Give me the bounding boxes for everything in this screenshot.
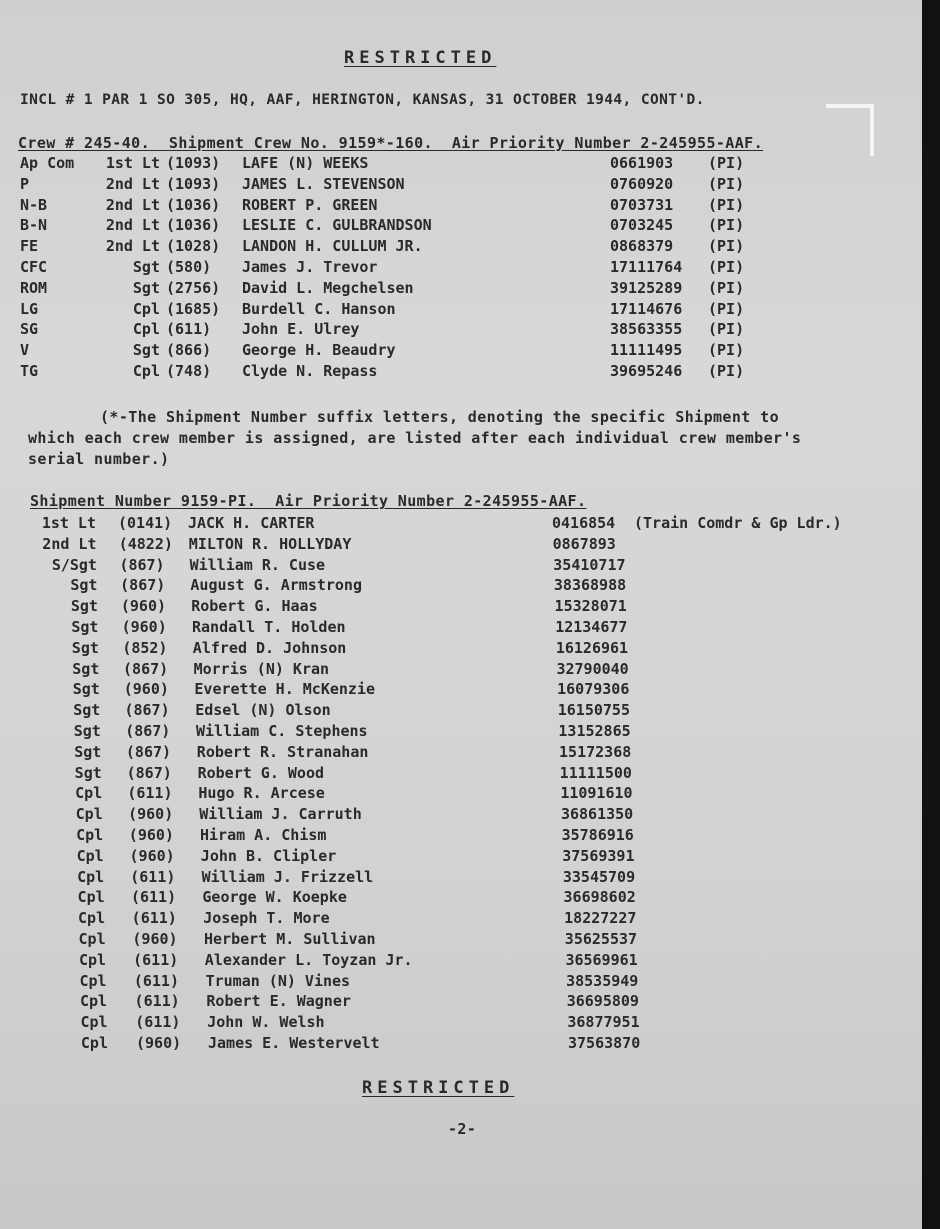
crew-row [0,320,900,340]
shipment-mos: (611) [130,888,177,907]
shipment-rank: Cpl [79,971,107,990]
shipment-serial: 15328071 [554,597,627,616]
crew-row [0,237,900,257]
crew-serial: 11111495 [610,341,683,360]
shipment-mos: (867) [120,576,166,595]
crew-row [0,196,900,216]
crew-suffix: (PI) [708,320,745,339]
crew-suffix: (PI) [708,195,745,214]
crew-name: LANDON H. CULLUM JR. [242,237,423,256]
shipment-row [0,826,900,846]
shipment-remark: (Train Comdr & Gp Ldr.) [634,514,842,532]
shipment-mos: (611) [133,950,179,969]
crew-position: V [20,341,30,360]
crew-name: JAMES L. STEVENSON [242,174,405,193]
crew-serial: 0760920 [610,174,674,193]
crew-serial: 17111764 [610,258,683,276]
shipment-serial: 16126961 [555,638,629,657]
shipment-rank: 1st Lt [41,514,96,532]
shipment-serial: 0416854 [552,514,616,532]
note-line-3: serial number.) [28,450,170,468]
crew-row [0,279,900,299]
crew-row [0,258,900,278]
shipment-row [0,909,900,929]
crew-mos: (1036) [166,216,221,235]
shipment-serial: 37563870 [568,1034,641,1052]
crew-position: N-B [20,195,48,214]
crew-serial: 39125289 [610,278,683,297]
shipment-mos: (852) [122,638,168,657]
crew-mos: (1093) [166,154,221,172]
shipment-name: Robert R. Stranahan [196,742,369,761]
crew-rank: 2nd Lt [105,195,160,214]
crew-serial: 38563355 [610,320,683,339]
shipment-name: Joseph T. More [203,909,330,928]
shipment-rank: S/Sgt [51,555,97,574]
shipment-mos: (611) [135,1013,181,1032]
shipment-mos: (611) [133,971,179,990]
shipment-row [0,930,900,950]
shipment-rank: Cpl [75,805,103,824]
shipment-name: Robert G. Wood [197,763,325,782]
crew-rank: 2nd Lt [105,216,160,235]
shipment-row [0,784,900,804]
shipment-name: Hugo R. Arcese [198,784,325,803]
shipment-rank: Cpl [80,1013,108,1032]
shipment-mos: (611) [127,784,173,803]
shipment-rank: Cpl [80,1034,108,1052]
shipment-row [0,660,900,680]
crew-row [0,362,900,382]
shipment-name: Robert G. Haas [191,597,318,616]
crew-serial: 0661903 [610,154,674,172]
classification-bottom: RESTRICTED [362,1078,515,1098]
shipment-mos: (611) [130,867,176,886]
shipment-name: Randall T. Holden [192,618,346,636]
crew-suffix: (PI) [708,362,745,380]
shipment-serial: 16150755 [557,701,630,720]
crew-mos: (1685) [166,299,221,318]
shipment-serial: 36698602 [563,888,636,907]
shipment-row [0,597,900,617]
shipment-serial: 11091610 [560,784,633,803]
crew-name: David L. Megchelsen [242,278,414,297]
shipment-rank: Sgt [73,701,101,720]
shipment-name: William C. Stephens [196,722,368,740]
shipment-mos: (960) [129,846,175,865]
crew-name: George H. Beaudry [242,341,396,360]
shipment-name: MILTON R. HOLLYDAY [188,534,352,553]
crew-position: Ap Com [20,154,75,172]
shipment-mos: (960) [128,826,174,844]
crew-suffix: (PI) [708,341,745,360]
shipment-rank: Cpl [79,992,108,1011]
crew-mos: (1036) [166,195,221,214]
shipment-serial: 13152865 [558,722,631,740]
shipment-serial: 36569961 [565,950,638,969]
crew-position: FE [20,237,39,256]
shipment-rank: Cpl [78,930,106,948]
shipment-name: Edsel (N) Olson [195,701,331,720]
shipment-row [0,701,900,721]
crew-name: ROBERT P. GREEN [242,195,378,214]
shipment-row [0,805,900,825]
crew-row [0,175,900,195]
shipment-row [0,576,900,596]
shipment-row [0,639,900,659]
crew-mos: (580) [166,258,212,276]
shipment-name: William J. Frizzell [201,867,374,886]
shipment-rank: Sgt [74,763,102,782]
crew-serial: 0703245 [610,216,674,235]
shipment-serial: 35786916 [561,826,634,844]
shipment-name: August G. Armstrong [190,576,362,595]
shipment-row [0,514,900,534]
crew-rank: Cpl [132,320,160,339]
shipment-name: John W. Welsh [207,1013,325,1032]
shipment-rank: Cpl [78,909,106,928]
shipment-rank: Sgt [72,680,100,699]
crew-heading: Crew # 245-40. Shipment Crew No. 9159*-160. Air Priority Number 2-245955-AAF. [18,134,764,152]
shipment-rank: Cpl [75,784,103,803]
shipment-mos: (867) [123,659,169,678]
shipment-mos: (4822) [118,534,173,553]
shipment-row [0,618,900,638]
shipment-row [0,764,900,784]
crew-name: Burdell C. Hanson [242,299,396,318]
crew-mos: (748) [166,362,212,380]
crew-name: LESLIE C. GULBRANDSON [242,216,432,235]
shipment-rank: Cpl [79,950,107,969]
crew-position: SG [20,320,39,339]
crew-serial: 39695246 [610,362,683,380]
shipment-row [0,992,900,1012]
crew-suffix: (PI) [708,258,745,276]
shipment-name: Herbert M. Sullivan [204,930,376,948]
crew-rank: 1st Lt [105,154,160,172]
crew-name: LAFE (N) WEEKS [242,154,369,172]
crew-name: John E. Ulrey [242,320,360,339]
crew-serial: 17114676 [610,299,683,318]
shipment-row [0,722,900,742]
crew-mos: (2756) [166,278,221,297]
crew-position: CFC [20,258,48,276]
shipment-mos: (960) [121,618,167,636]
shipment-mos: (867) [125,742,172,761]
shipment-rank: Sgt [71,638,99,657]
shipment-mos: (960) [123,680,169,699]
shipment-rank: Cpl [76,826,104,844]
shipment-row [0,556,900,576]
scan-edge [922,0,940,1229]
shipment-name: William R. Cuse [189,555,326,574]
shipment-rank: Sgt [72,659,100,678]
crew-mos: (1028) [166,237,221,256]
shipment-row [0,888,900,908]
shipment-serial: 38368988 [553,576,627,595]
shipment-mos: (960) [136,1034,182,1052]
shipment-mos: (0141) [118,514,173,532]
crew-suffix: (PI) [708,174,745,193]
shipment-name: Alfred D. Johnson [192,638,347,657]
shipment-mos: (867) [124,701,170,720]
crew-rank: Sgt [132,341,160,360]
shipment-serial: 37569391 [562,846,635,865]
shipment-row [0,847,900,867]
shipment-serial: 36877951 [567,1013,640,1032]
shipment-serial: 33545709 [562,867,636,886]
shipment-serial: 35625537 [564,930,638,948]
shipment-rank: Cpl [76,846,104,865]
shipment-serial: 11111500 [559,763,632,782]
shipment-mos: (867) [119,555,165,574]
crew-name: James J. Trevor [242,258,378,276]
shipment-rank: Sgt [71,618,99,636]
crew-position: P [20,174,30,193]
crew-rank: 2nd Lt [105,237,160,256]
shipment-serial: 35410717 [553,555,626,574]
shipment-rank: Sgt [74,742,102,761]
shipment-name: James E. Westervelt [208,1034,380,1052]
inclosure-line: INCL # 1 PAR 1 SO 305, HQ, AAF, HERINGTON, KANSAS, 31 OCTOBER 1944, CONT'D. [20,92,705,108]
crew-mos: (611) [166,320,212,339]
crew-suffix: (PI) [708,237,745,256]
shipment-row [0,680,900,700]
shipment-rank: Cpl [77,867,105,886]
shipment-serial: 36695809 [566,992,639,1011]
shipment-row [0,743,900,763]
shipment-row [0,1013,900,1033]
note-line-1: (*-The Shipment Number suffix letters, denoting the specific Shipment to [100,408,780,426]
crew-serial: 0703731 [610,195,674,214]
crew-suffix: (PI) [708,154,745,172]
shipment-mos: (611) [134,992,180,1011]
shipment-serial: 18227227 [564,909,637,928]
shipment-serial: 0867893 [552,534,616,553]
shipment-row [0,535,900,555]
shipment-rank: Cpl [77,888,105,907]
shipment-mos: (611) [131,909,177,928]
shipment-row [0,1034,900,1054]
corner-crop-mark [826,104,874,156]
crew-name: Clyde N. Repass [242,362,378,380]
shipment-serial: 38535949 [566,971,639,990]
crew-row [0,341,900,361]
crew-mos: (1093) [166,174,221,193]
shipment-name: George W. Koepke [202,888,347,907]
crew-rank: Sgt [132,258,160,276]
shipment-serial: 16079306 [557,680,630,699]
crew-suffix: (PI) [708,278,745,297]
crew-suffix: (PI) [708,299,745,318]
crew-mos: (866) [166,341,212,360]
crew-row [0,300,900,320]
crew-position: ROM [20,278,48,297]
shipment-name: Everette H. McKenzie [194,680,376,699]
shipment-name: Morris (N) Kran [193,659,330,678]
classification-top: RESTRICTED [344,48,497,68]
page-number: -2- [448,1120,477,1138]
shipment-mos: (867) [126,763,172,782]
shipment-rank: Sgt [70,597,98,616]
crew-rank: Cpl [132,299,160,318]
shipment-mos: (960) [120,597,167,616]
crew-rank: 2nd Lt [105,174,160,193]
shipment-name: Truman (N) Vines [205,971,351,990]
shipment-serial: 36861350 [560,805,634,824]
crew-rank: Cpl [132,362,160,380]
crew-serial: 0868379 [610,237,674,256]
shipment-name: JACK H. CARTER [188,514,315,532]
crew-position: B-N [20,216,48,235]
shipment-name: John B. Clipler [200,846,337,865]
shipment-rank: 2nd Lt [42,534,97,553]
shipment-row [0,951,900,971]
shipment-name: Alexander L. Toyzan Jr. [204,950,413,969]
note-line-2: which each crew member is assigned, are listed after each individual crew member's [28,429,802,447]
shipment-row [0,972,900,992]
shipment-heading: Shipment Number 9159-PI. Air Priority Number 2-245955-AAF. [30,492,587,510]
shipment-name: Robert E. Wagner [206,992,351,1011]
shipment-rank: Sgt [73,722,101,740]
crew-row [0,154,900,174]
shipment-serial: 32790040 [556,659,629,678]
shipment-rank: Sgt [70,576,98,595]
shipment-name: William J. Carruth [199,805,362,824]
shipment-mos: (867) [125,722,171,740]
shipment-name: Hiram A. Chism [200,826,327,844]
crew-suffix: (PI) [708,216,745,235]
crew-rank: Sgt [132,278,160,297]
shipment-serial: 15172368 [559,742,632,761]
shipment-serial: 12134677 [555,618,628,636]
crew-position: LG [20,299,39,318]
crew-position: TG [20,362,39,380]
shipment-row [0,868,900,888]
crew-row [0,216,900,236]
shipment-mos: (960) [128,805,174,824]
shipment-mos: (960) [132,930,178,948]
